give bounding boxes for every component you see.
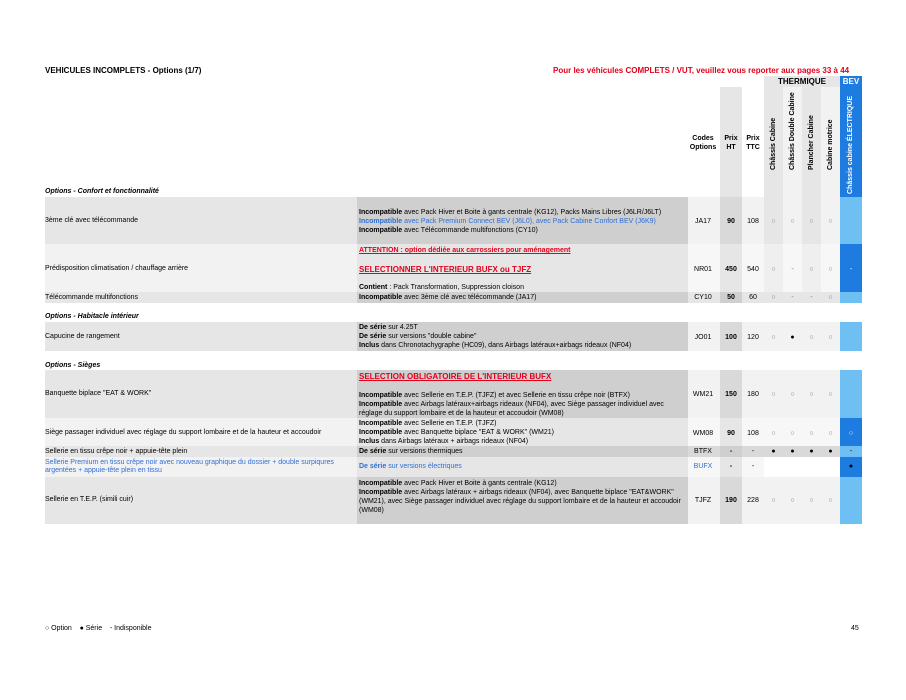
row8-c5: ● bbox=[848, 463, 854, 470]
row6-desc bbox=[359, 419, 689, 446]
row7-desc bbox=[359, 447, 689, 456]
row1-c1: ○ bbox=[771, 218, 776, 225]
row8-ttc: - bbox=[751, 463, 755, 470]
row5-c3: ○ bbox=[809, 391, 814, 398]
row5-desc bbox=[359, 391, 689, 418]
row1-c4: ○ bbox=[828, 218, 833, 225]
row4-c5-bg bbox=[840, 322, 862, 351]
row5-text-2: avec Airbags latéraux+airbags rideaux (NF04), avec Siège passager individuel avec réglage du support lombaire et de la hauteur et accoudoir (WM08) bbox=[359, 401, 664, 417]
row2-ttc: 540 bbox=[747, 266, 759, 273]
row3-incompat: Incompatible bbox=[359, 294, 403, 301]
codes-label: Codes bbox=[692, 135, 714, 142]
row2-label: Prédisposition climatisation / chauffage arrière bbox=[45, 265, 189, 272]
row1-text-2: avec Pack Premium Connect BEV (J6L0), avec Pack Cabine Confort BEV (J6K9) bbox=[402, 218, 656, 225]
row5-c1: ○ bbox=[771, 391, 776, 398]
row3-c5-bg bbox=[840, 292, 862, 303]
row1-desc-line3 bbox=[359, 226, 689, 235]
options-label: Options bbox=[689, 144, 717, 151]
row5-incompat-1: Incompatible bbox=[359, 392, 403, 399]
col-codes-header bbox=[688, 134, 718, 152]
row6-ht: 90 bbox=[727, 430, 735, 437]
row8-thermique-bg bbox=[764, 457, 840, 477]
row7-c5: - bbox=[849, 448, 853, 455]
row7-code: BTFX bbox=[694, 448, 712, 455]
row6-inclus: Inclus bbox=[359, 438, 380, 445]
row7-c3: ● bbox=[809, 448, 814, 455]
row5-c5-bg bbox=[840, 370, 862, 418]
row9-ht: 190 bbox=[725, 497, 737, 504]
row1-incompat-2: Incompatible bbox=[359, 218, 403, 225]
row9-label: Sellerie en T.E.P. (simili cuir) bbox=[45, 496, 134, 503]
row5-incompat-2: Incompatible bbox=[359, 401, 403, 408]
row4-inclus: Inclus bbox=[359, 342, 380, 349]
row2-code: NR01 bbox=[694, 266, 712, 273]
row1-c3: ○ bbox=[809, 218, 814, 225]
row6-c4: ○ bbox=[828, 430, 833, 437]
row4-serie-2: De série bbox=[359, 333, 387, 340]
row8-serie: De série bbox=[359, 463, 387, 470]
section-confort: Options - Confort et fonctionnalité bbox=[45, 188, 159, 195]
row6-desc-line3 bbox=[359, 437, 689, 446]
row5-ttc: 180 bbox=[747, 391, 759, 398]
row4-ttc: 120 bbox=[747, 334, 759, 341]
row1-label: 3ème clé avec télécommande bbox=[45, 217, 138, 224]
row9-code: TJFZ bbox=[694, 497, 712, 504]
row4-serie-1: De série bbox=[359, 324, 387, 331]
row5-code: WM21 bbox=[692, 391, 714, 398]
row3-c2: - bbox=[791, 294, 794, 301]
row8-desc bbox=[359, 462, 689, 471]
row3-ht: 50 bbox=[727, 294, 735, 301]
row6-label: Siège passager individuel avec réglage du support lombaire et de la hauteur et accoudoir bbox=[45, 429, 322, 436]
row1-desc bbox=[359, 208, 689, 235]
prix-label: Prix bbox=[724, 135, 738, 142]
row1-ht: 90 bbox=[727, 218, 735, 225]
row9-c3: ○ bbox=[809, 497, 814, 504]
row6-c1: ○ bbox=[771, 430, 776, 437]
page-number: 45 bbox=[851, 625, 859, 632]
legend: ○ Option ● Série - Indisponible bbox=[45, 625, 152, 632]
row6-code: WM08 bbox=[692, 430, 714, 437]
row2-select: SELECTIONNER L'INTERIEUR BUFX ou TJFZ bbox=[359, 265, 532, 274]
row4-c1: ○ bbox=[771, 334, 776, 341]
row4-text-3: dans Chronotachygraphe (HC09), dans Airbags latéraux+airbags rideaux (NF04) bbox=[379, 342, 632, 349]
row1-desc-line1 bbox=[359, 208, 689, 217]
row1-c2: ○ bbox=[790, 218, 795, 225]
row6-incompat-2: Incompatible bbox=[359, 429, 403, 436]
row6-desc-line2 bbox=[359, 428, 689, 437]
row5-select: SELECTION OBLIGATOIRE DE L'INTERIEUR BUFX bbox=[359, 372, 552, 381]
row1-c5-bg bbox=[840, 197, 862, 244]
row4-desc-line3 bbox=[359, 341, 689, 350]
row4-desc-line2 bbox=[359, 332, 689, 341]
row5-c2: ○ bbox=[790, 391, 795, 398]
row9-text-2: avec Airbags latéraux + airbags rideaux (NF04), avec Banquette biplace "EAT&WORK" (WM21), avec Siège passager individuel avec réglage du support lombaire et de la hauteur et accoudoir (WM08) bbox=[359, 489, 681, 514]
row1-incompat-1: Incompatible bbox=[359, 209, 403, 216]
row6-text-1: avec Sellerie en T.E.P. (TJFZ) bbox=[402, 420, 497, 427]
row8-ht: - bbox=[729, 463, 733, 470]
row7-label: Sellerie en tissu crêpe noir + appuie-tête plein bbox=[45, 448, 188, 455]
row9-ttc: 228 bbox=[747, 497, 759, 504]
col-chassis-double-cabine-header: Châssis Double Cabine bbox=[789, 92, 796, 170]
row1-ttc: 108 bbox=[747, 218, 759, 225]
row2-desc bbox=[359, 283, 689, 292]
row4-c3: ○ bbox=[809, 334, 814, 341]
page-title: VEHICULES INCOMPLETS - Options (1/7) bbox=[45, 66, 202, 75]
row3-label: Télécommande multifonctions bbox=[45, 294, 138, 301]
section-habitacle: Options - Habitacle intérieur bbox=[45, 313, 139, 320]
row4-c2: ● bbox=[790, 334, 795, 341]
row2-ht: 450 bbox=[725, 266, 737, 273]
col-ttc-header bbox=[742, 134, 764, 152]
row4-desc bbox=[359, 323, 689, 350]
row6-c3: ○ bbox=[809, 430, 814, 437]
row2-c3: ○ bbox=[809, 266, 814, 273]
row6-ttc: 108 bbox=[747, 430, 759, 437]
row6-c5: ○ bbox=[848, 430, 854, 437]
row4-c4: ○ bbox=[828, 334, 833, 341]
row5-desc-line2 bbox=[359, 400, 689, 418]
group-thermique-header: THERMIQUE bbox=[764, 76, 840, 87]
row6-text-2: avec Banquette biplace "EAT & WORK" (WM21) bbox=[402, 429, 554, 436]
row7-serie: De série bbox=[359, 448, 387, 455]
row1-code: JA17 bbox=[695, 218, 711, 225]
row4-text-2: sur versions "double cabine" bbox=[386, 333, 477, 340]
row3-ttc: 60 bbox=[749, 294, 757, 301]
row8-text-1: sur versions électriques bbox=[386, 463, 462, 470]
row1-text-3: avec Télécommande multifonctions (CY10) bbox=[402, 227, 538, 234]
row9-incompat-1: Incompatible bbox=[359, 480, 403, 487]
row2-contient: Contient bbox=[359, 284, 388, 291]
col-chassis-electrique-header: Châssis cabine ÉLECTRIQUE bbox=[847, 95, 854, 194]
col-cabine-motrice-header: Cabine motrice bbox=[827, 119, 834, 170]
row4-ht: 100 bbox=[725, 334, 737, 341]
row1-text-1: avec Pack Hiver et Boite à gants centrale (KG12), Packs Mains Libres (J6LR/J6LT) bbox=[402, 209, 662, 216]
col-chassis-cabine-header: Châssis Cabine bbox=[770, 117, 777, 170]
row5-c4: ○ bbox=[828, 391, 833, 398]
row3-c4: ○ bbox=[828, 294, 833, 301]
ht-label: HT bbox=[726, 144, 736, 151]
row2-c5: - bbox=[849, 266, 853, 273]
row5-label: Banquette biplace "EAT & WORK" bbox=[45, 390, 152, 397]
row3-c1: ○ bbox=[771, 294, 776, 301]
row2-c2: - bbox=[791, 266, 794, 273]
row3-code: CY10 bbox=[694, 294, 712, 301]
row2-attention: ATTENTION : option dédiée aux carrossiers pour aménagement bbox=[359, 247, 571, 254]
row1-incompat-3: Incompatible bbox=[359, 227, 403, 234]
row3-text-1: avec 3ème clé avec télécommande (JA17) bbox=[402, 294, 537, 301]
row7-text-1: sur versions thermiques bbox=[386, 448, 463, 455]
row9-desc-line1 bbox=[359, 479, 689, 488]
row7-ht: - bbox=[729, 448, 733, 455]
row7-c1: ● bbox=[771, 448, 776, 455]
ttc-label: TTC bbox=[746, 144, 760, 151]
row9-incompat-2: Incompatible bbox=[359, 489, 403, 496]
group-bev-header: BEV bbox=[840, 76, 862, 87]
row9-c5-bg bbox=[840, 477, 862, 524]
row7-c4: ● bbox=[828, 448, 833, 455]
row1-desc-line2 bbox=[359, 217, 689, 226]
col-ht-header bbox=[720, 134, 742, 152]
row2-c4: ○ bbox=[828, 266, 833, 273]
row7-c2: ● bbox=[790, 448, 795, 455]
row9-c2: ○ bbox=[790, 497, 795, 504]
row5-ht: 150 bbox=[725, 391, 737, 398]
row8-label: Sellerie Premium en tissu crêpe noir avec nouveau graphique du dossier + double surpiqures argentées + appuie-tête plein en tissu bbox=[45, 459, 334, 474]
row3-desc bbox=[359, 293, 689, 302]
row9-c4: ○ bbox=[828, 497, 833, 504]
row7-ttc: - bbox=[751, 448, 755, 455]
row4-desc-line1 bbox=[359, 323, 689, 332]
row9-desc bbox=[359, 479, 689, 515]
row4-code: JO01 bbox=[694, 334, 712, 341]
row2-text-1: : Pack Transformation, Suppression cloison bbox=[387, 284, 524, 291]
section-sieges: Options - Sièges bbox=[45, 362, 101, 369]
complete-vehicles-note: Pour les véhicules COMPLETS / VUT, veuillez vous reporter aux pages 33 à 44 bbox=[553, 66, 850, 75]
row6-text-3: dans Airbags latéraux + airbags rideaux (NF04) bbox=[379, 438, 529, 445]
row9-c1: ○ bbox=[771, 497, 776, 504]
row9-text-1: avec Pack Hiver et Boite à gants centrale (KG12) bbox=[402, 480, 557, 487]
row6-incompat-1: Incompatible bbox=[359, 420, 403, 427]
row4-label: Capucine de rangement bbox=[45, 333, 120, 340]
row8-code: BUFX bbox=[693, 463, 713, 470]
row3-c3: - bbox=[810, 294, 813, 301]
row6-c2: ○ bbox=[790, 430, 795, 437]
row4-text-1: sur 4.25T bbox=[386, 324, 418, 331]
prix-label-2: Prix bbox=[746, 135, 760, 142]
row6-desc-line1 bbox=[359, 419, 689, 428]
row5-text-1: avec Sellerie en T.E.P. (TJFZ) et avec Sellerie en tissu crêpe noir (BTFX) bbox=[402, 392, 630, 399]
row5-desc-line1 bbox=[359, 391, 689, 400]
row2-c1: ○ bbox=[771, 266, 776, 273]
row9-desc-line2 bbox=[359, 488, 689, 515]
col-plancher-cabine-header: Plancher Cabine bbox=[808, 115, 815, 170]
